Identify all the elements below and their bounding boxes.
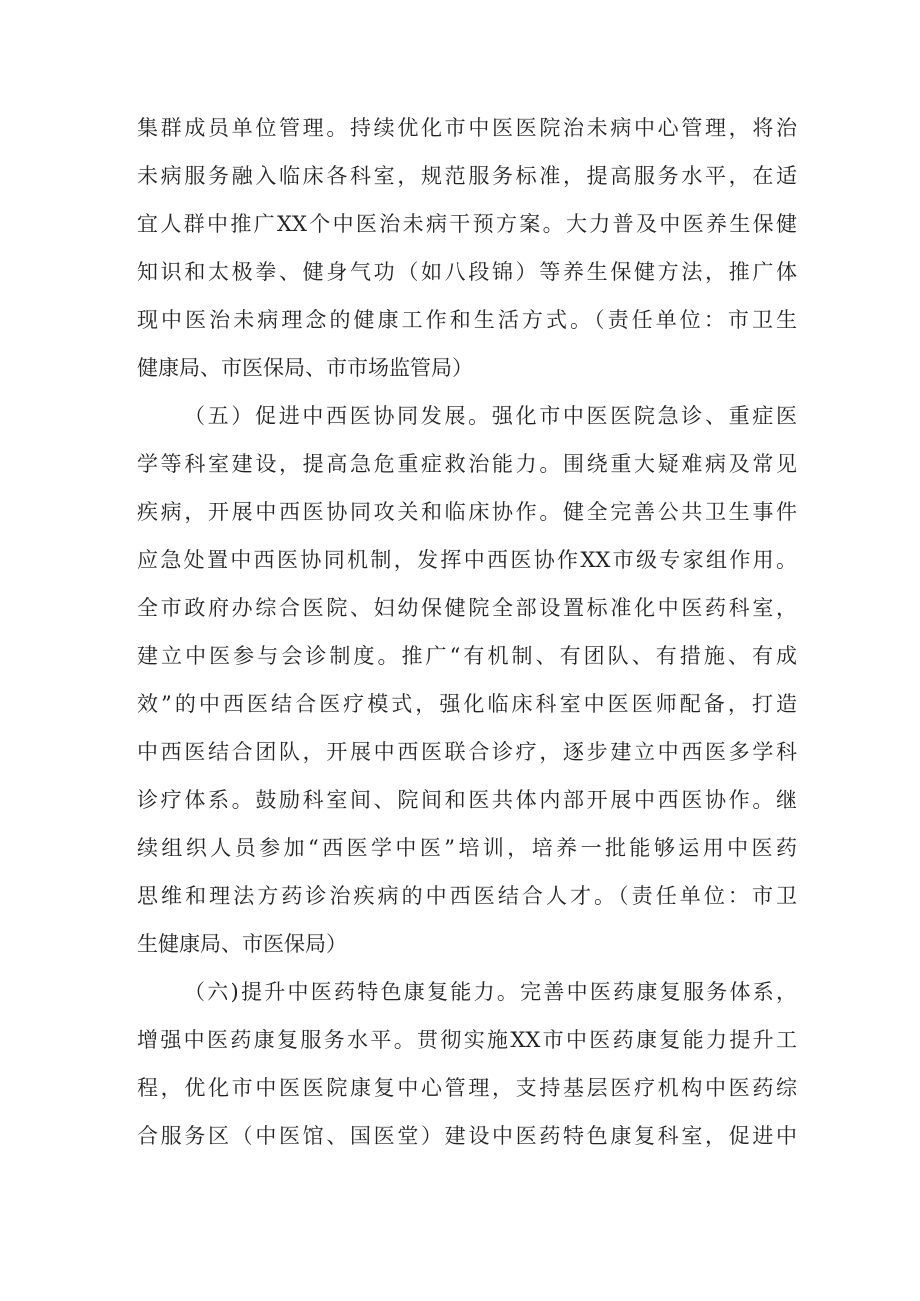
text-line: 全市政府办综合医院、妇幼保健院全部设置标准化中医药科室， xyxy=(137,596,797,620)
text-line: 效”的中西医结合医疗模式，强化临床科室中医医师配备，打造 xyxy=(137,692,797,716)
paragraph-heading-line: （五）促进中西医协同发展。强化市中医医院急诊、重症医 xyxy=(184,404,797,428)
text-line: 知识和太极拳、健身气功（如八段锦）等养生保健方法，推广体 xyxy=(137,260,797,284)
text-line: 宜人群中推广XX个中医治未病干预方案。大力普及中医养生保健 xyxy=(137,212,797,236)
text-line: 增强中医药康复服务水平。贯彻实施XX市中医药康复能力提升工 xyxy=(137,1028,797,1052)
text-line: 疾病，开展中西医协同攻关和临床协作。健全完善公共卫生事件 xyxy=(137,500,797,524)
text-line: 思维和理法方药诊治疾病的中西医结合人才。（责任单位：市卫 xyxy=(137,884,797,908)
text-line: 应急处置中西医协同机制，发挥中西医协作XX市级专家组作用。 xyxy=(137,548,797,572)
text-line: 诊疗体系。鼓励科室间、院间和医共体内部开展中西医协作。继 xyxy=(137,788,797,812)
text-line: 建立中医参与会诊制度。推广“有机制、有团队、有措施、有成 xyxy=(137,644,797,668)
text-line: 生健康局、市医保局） xyxy=(137,932,347,956)
text-line: 未病服务融入临床各科室，规范服务标准，提高服务水平，在适 xyxy=(137,164,797,188)
text-line: 学等科室建设，提高急危重症救治能力。围绕重大疑难病及常见 xyxy=(137,452,797,476)
text-line: 合服务区（中医馆、国医堂）建设中医药特色康复科室，促进中 xyxy=(137,1124,797,1148)
text-line: 中西医结合团队，开展中西医联合诊疗，逐步建立中西医多学科 xyxy=(137,740,797,764)
text-line: 续组织人员参加“西医学中医”培训，培养一批能够运用中医药 xyxy=(137,836,797,860)
paragraph-heading-line: （六)提升中医药特色康复能力。完善中医药康复服务体系， xyxy=(184,980,797,1004)
text-line: 现中医治未病理念的健康工作和生活方式。（责任单位：市卫生 xyxy=(137,308,797,332)
text-line: 健康局、市医保局、市市场监管局） xyxy=(137,356,473,380)
text-line: 程，优化市中医医院康复中心管理，支持基层医疗机构中医药综 xyxy=(137,1076,797,1100)
text-line: 集群成员单位管理。持续优化市中医医院治未病中心管理，将治 xyxy=(137,116,797,140)
